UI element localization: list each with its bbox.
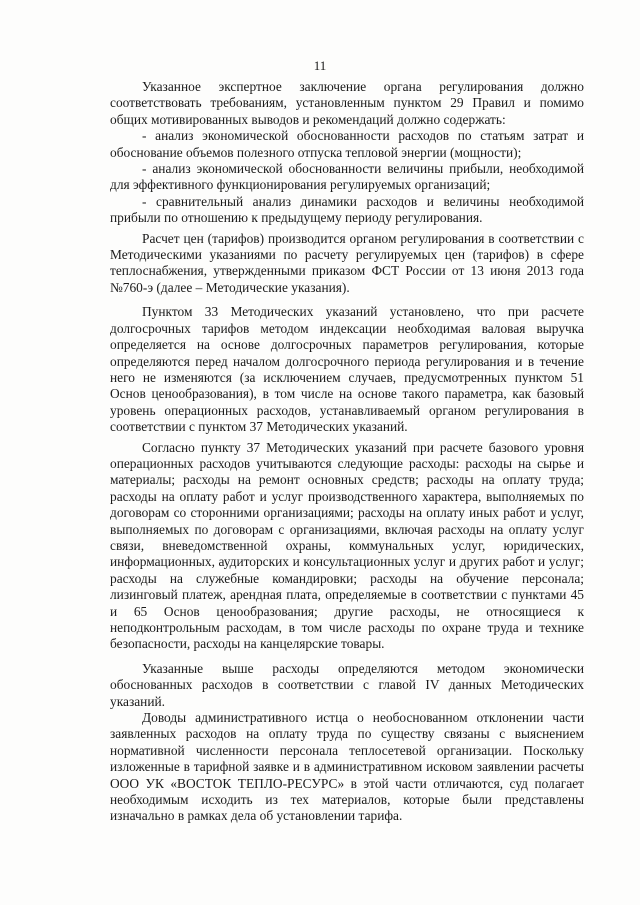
paragraph-list-item-1: - анализ экономической обоснованности расходов по статьям затрат и обоснование объемов полезного отпуска тепловой энергии (мощности);	[110, 128, 584, 160]
paragraph-item-33: Пунктом 33 Методических указаний установлено, что при расчете долгосрочных тарифов методом индексации необходимая валовая выручка определяется на основе долгосрочных параметров регулирования, которые определяются перед началом долгосрочного периода регулирования и в течение него не изменяются (за исключением случаев, предусмотренных пунктом 51 Основ ценообразования), в том числе на основе такого параметра, как базовый уровень операционных расходов, устанавливаемый органом регулирования в соответствии с пунктом 37 Методических указаний.	[110, 304, 584, 435]
document-body	[110, 79, 584, 825]
paragraph-expenses-method: Указанные выше расходы определяются методом экономически обоснованных расходов в соответствии с главой IV данных Методических указаний.	[110, 660, 584, 709]
paragraph-list-item-3: - сравнительный анализ динамики расходов и величины необходимой прибыли по отношению к предыдущему периоду регулирования.	[110, 193, 584, 226]
paragraph-expert-conclusion: Указанное экспертное заключение органа регулирования должно соответствовать требованиям, установленным пунктом 29 Правил и помимо общих мотивированных выводов и рекомендаций должно содержать:	[110, 79, 584, 127]
paragraph-list-item-2: - анализ экономической обоснованности величины прибыли, необходимой для эффективного функционирования регулируемых организаций;	[110, 161, 584, 193]
paragraph-plaintiff-arguments: Доводы административного истца о необоснованном отклонении части заявленных расходов на оплату труда по существу связаны с выяснением нормативной численности персонала теплосетевой организации. Поскольку изложенные в тарифной заявке и в административном исковом заявлении расчеты ООО УК «ВОСТОК ТЕПЛО-РЕСУРС» в этой части отличаются, суд полагает необходимым исходить из тех материалов, которые были представлены изначально в рамках дела об установлении тарифа.	[110, 710, 584, 824]
paragraph-item-37: Согласно пункту 37 Методических указаний при расчете базового уровня операционных расходов учитываются следующие расходы: расходы на сырье и материалы; расходы на ремонт основных средств; расходы на оплату труда; расходы на оплату работ и услуг производственного характера, выполняемых по договорам со сторонними организациями; расходы на оплату иных работ и услуг, выполняемых по договорам с организациями, включая расходы на оплату услуг связи, вневедомственной охраны, коммунальных услуг, юридических, информационных, аудиторских и консультационных услуг и других работ и услуг; расходы на служебные командировки; расходы на обучение персонала; лизинговый платеж, арендная плата, определяемые в соответствии с пунктами 45 и 65 Основ ценообразования; другие расходы, не относящиеся к неподконтрольным расходам, в том числе расходы по охране труда и технике безопасности, расходы на канцелярские товары.	[110, 439, 584, 652]
paragraph-tariff-calculation: Расчет цен (тарифов) производится органом регулирования в соответствии с Методическими указаниями по расчету регулируемых цен (тарифов) в сфере теплоснабжения, утвержденными приказом ФСТ России от 13 июня 2013 года №760-э (далее – Методические указания).	[110, 230, 584, 295]
page-number: 11	[313, 58, 327, 73]
